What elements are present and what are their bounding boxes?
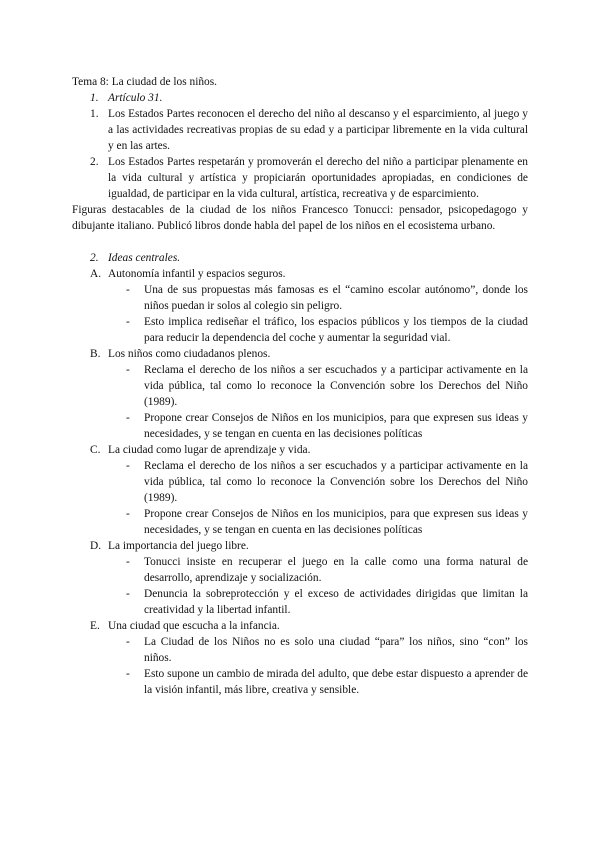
section-title-text: Los niños como ciudadanos plenos. bbox=[108, 348, 271, 360]
idea-point-text: Esto supone un cambio de mirada del adulto, que debe estar dispuesto a aprender de la visión infantil, más libre, creativa y sensible. bbox=[144, 668, 528, 696]
article-item bbox=[72, 154, 528, 202]
idea-section-title bbox=[72, 346, 528, 362]
article-item-number: 2. bbox=[90, 156, 99, 168]
page-title: Tema 8: La ciudad de los niños. bbox=[72, 76, 218, 88]
section-title-text: La importancia del juego libre. bbox=[108, 540, 249, 552]
dash-bullet: - bbox=[126, 364, 130, 376]
dash-bullet: - bbox=[126, 508, 130, 520]
section-title-text: Una ciudad que escucha a la infancia. bbox=[108, 620, 280, 632]
idea-point bbox=[72, 586, 528, 618]
article-heading-text: Artículo 31. bbox=[108, 92, 163, 104]
section-letter: E. bbox=[90, 620, 100, 632]
idea-point bbox=[72, 506, 528, 538]
idea-point-text: Reclama el derecho de los niños a ser escuchados y a participar activamente en la vida pública, tal como lo reconoce la Convención sobre los Derechos del Niño (1989). bbox=[144, 364, 528, 408]
article-item bbox=[72, 106, 528, 154]
idea-point bbox=[72, 458, 528, 506]
idea-point-text: Esto implica rediseñar el tráfico, los espacios públicos y los tiempos de la ciudad para reducir la dependencia del coche y aumentar la seguridad vial. bbox=[144, 316, 528, 344]
section-letter: C. bbox=[90, 444, 101, 456]
idea-point-text: Una de sus propuestas más famosas es el “camino escolar autónomo”, donde los niños puedan ir solos al colegio sin peligro. bbox=[144, 284, 528, 312]
article-heading bbox=[72, 90, 528, 106]
section-title-text: La ciudad como lugar de aprendizaje y vida. bbox=[108, 444, 311, 456]
dash-bullet: - bbox=[126, 412, 130, 424]
idea-section-title bbox=[72, 442, 528, 458]
idea-point bbox=[72, 634, 528, 666]
section-letter: B. bbox=[90, 348, 101, 360]
idea-section-title bbox=[72, 266, 528, 282]
dash-bullet: - bbox=[126, 460, 130, 472]
idea-point-text: La Ciudad de los Niños no es solo una ciudad “para” los niños, sino “con” los niños. bbox=[144, 636, 528, 664]
dash-bullet: - bbox=[126, 284, 130, 296]
idea-point bbox=[72, 362, 528, 410]
intro-paragraph: Figuras destacables de la ciudad de los niños Francesco Tonucci: pensador, psicopedagogo y dibujante italiano. Publicó libros donde habla del papel de los niños en el ecosistema urbano. bbox=[72, 204, 528, 232]
section-letter: A. bbox=[90, 268, 102, 280]
dash-bullet: - bbox=[126, 588, 130, 600]
idea-section-title bbox=[72, 538, 528, 554]
section-letter: D. bbox=[90, 540, 102, 552]
idea-point bbox=[72, 314, 528, 346]
idea-point-text: Tonucci insiste en recuperar el juego en la calle como una forma natural de desarrollo, aprendizaje y socialización. bbox=[144, 556, 528, 584]
dash-bullet: - bbox=[126, 636, 130, 648]
idea-point-text: Reclama el derecho de los niños a ser escuchados y a participar activamente en la vida pública, tal como lo reconoce la Convención sobre los Derechos del Niño (1989). bbox=[144, 460, 528, 504]
idea-section-title bbox=[72, 618, 528, 634]
ideas-heading-text: Ideas centrales. bbox=[108, 252, 181, 264]
ideas-number: 2. bbox=[90, 252, 99, 264]
idea-point bbox=[72, 282, 528, 314]
article-item-text: Los Estados Partes respetarán y promoverán el derecho del niño a participar plenamente en la vida cultural y artística y propiciarán oportunidades apropiadas, en condiciones de igualdad, de participar en la vida cultural, artística, recreativa y de esparcimiento. bbox=[108, 156, 528, 200]
document-body bbox=[72, 74, 528, 698]
idea-point bbox=[72, 410, 528, 442]
idea-point-text: Denuncia la sobreprotección y el exceso de actividades dirigidas que limitan la creatividad y la libertad infantil. bbox=[144, 588, 528, 616]
article-item-number: 1. bbox=[90, 108, 99, 120]
dash-bullet: - bbox=[126, 556, 130, 568]
article-item-text: Los Estados Partes reconocen el derecho del niño al descanso y el esparcimiento, al juego y a las actividades recreativas propias de su edad y a participar libremente en la vida cultural y en las artes. bbox=[108, 108, 528, 152]
dash-bullet: - bbox=[126, 668, 130, 680]
idea-point bbox=[72, 554, 528, 586]
article-number: 1. bbox=[90, 92, 99, 104]
idea-point-text: Propone crear Consejos de Niños en los municipios, para que expresen sus ideas y necesidades, y se tengan en cuenta en las decisiones políticas bbox=[144, 508, 528, 536]
ideas-heading bbox=[72, 250, 528, 266]
section-title-text: Autonomía infantil y espacios seguros. bbox=[108, 268, 286, 280]
idea-point-text: Propone crear Consejos de Niños en los municipios, para que expresen sus ideas y necesidades, y se tengan en cuenta en las decisiones políticas bbox=[144, 412, 528, 440]
idea-point bbox=[72, 666, 528, 698]
dash-bullet: - bbox=[126, 316, 130, 328]
